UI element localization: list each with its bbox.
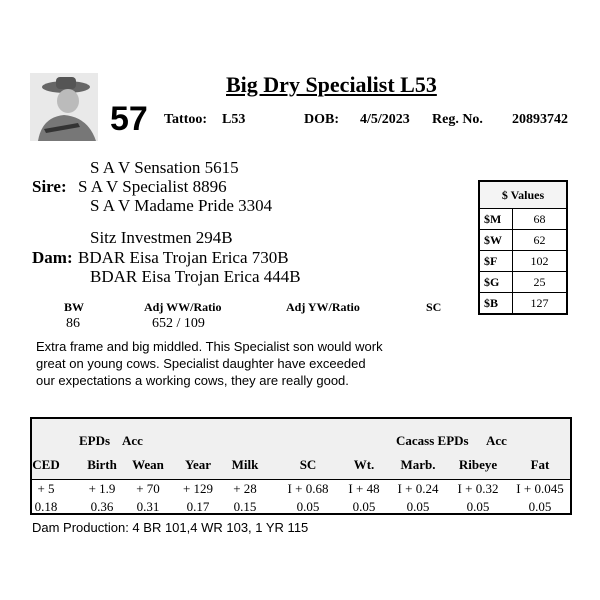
epd-accuracy: 0.17 (186, 499, 210, 514)
epd-accuracy: 0.05 (528, 499, 552, 514)
epd-value: + 28 (233, 481, 257, 496)
epd-table (30, 417, 572, 515)
epd-accuracy: 0.15 (233, 499, 257, 514)
table-row (479, 230, 567, 251)
table-row (479, 272, 567, 293)
epd-column-header: Marb. (400, 457, 436, 472)
value-key: $G (479, 272, 513, 293)
epd-group-label: EPDs (79, 433, 111, 448)
epd-column-header: SC (299, 457, 317, 472)
value-number: 62 (513, 230, 568, 251)
dam-sire: Sitz Investmen 294B (90, 228, 233, 247)
epd-column-header: Birth (87, 457, 117, 472)
epd-column-header: Milk (231, 457, 259, 472)
value-number: 25 (513, 272, 568, 293)
carcass-group-acc: Acc (486, 433, 507, 448)
dob-value: 4/5/2023 (360, 112, 410, 127)
epd-column-header: Wt. (353, 457, 375, 472)
sire-dam: S A V Madame Pride 3304 (90, 196, 273, 215)
table-row (479, 251, 567, 272)
tattoo-value: L53 (222, 112, 246, 127)
epd-value: I + 0.24 (397, 481, 439, 496)
value-key: $W (479, 230, 513, 251)
sire-label: Sire: (32, 177, 67, 196)
remarks: Extra frame and big middled. This Specialist son would work great on young cows. Specialist daughter have exceeded our expectations a working cows, they are really good. (36, 339, 383, 388)
value-number: 127 (513, 293, 568, 315)
epd-value: + 70 (136, 481, 160, 496)
sire-name: S A V Specialist 8896 (78, 177, 227, 196)
epd-value: I + 0.68 (287, 481, 329, 496)
dam-name: BDAR Eisa Trojan Erica 730B (78, 248, 289, 267)
epd-accuracy: 0.36 (90, 499, 114, 514)
epd-column-header: Fat (530, 457, 550, 472)
epd-column-header: Wean (132, 457, 164, 472)
dam-production: Dam Production: 4 BR 101,4 WR 103, 1 YR 115 (32, 520, 309, 535)
value-key: $F (479, 251, 513, 272)
value-number: 102 (513, 251, 568, 272)
epd-accuracy: 0.05 (296, 499, 320, 514)
epd-column-header: Ribeye (458, 457, 498, 472)
epd-value: + 1.9 (88, 481, 116, 496)
dam-label: Dam: (32, 248, 73, 267)
epd-accuracy: 0.05 (466, 499, 490, 514)
epd-accuracy: 0.31 (136, 499, 160, 514)
carcass-group-label: Cacass EPDs (396, 433, 469, 448)
epd-accuracy: 0.05 (406, 499, 430, 514)
value-key: $B (479, 293, 513, 315)
epd-column-header: Year (185, 457, 211, 472)
table-row (479, 293, 567, 315)
cowboy-logo-icon (30, 73, 98, 141)
epd-value: I + 0.32 (457, 481, 499, 496)
epd-value: + 129 (182, 481, 214, 496)
sire-sire: S A V Sensation 5615 (90, 158, 239, 177)
dob-label: DOB: (304, 112, 339, 127)
epd-column-header: CED (32, 457, 60, 472)
epd-value: I + 0.045 (516, 481, 564, 496)
lot-number: 57 (110, 100, 148, 138)
table-row (479, 209, 567, 230)
reg-value: 20893742 (512, 112, 568, 127)
bw-label: BW (64, 300, 85, 314)
epd-accuracy: 0.05 (352, 499, 376, 514)
yw-label: Adj YW/Ratio (286, 300, 360, 314)
dam-dam: BDAR Eisa Trojan Erica 444B (90, 267, 301, 286)
ww-value: 652 / 109 (152, 316, 205, 331)
value-number: 68 (513, 209, 568, 230)
value-key: $M (479, 209, 513, 230)
epd-value: + 5 (37, 481, 55, 496)
sc-label: SC (426, 300, 442, 314)
epd-accuracy: 0.18 (34, 499, 58, 514)
dollar-values-title: $ Values (479, 181, 567, 209)
tattoo-label: Tattoo: (164, 112, 208, 127)
ww-label: Adj WW/Ratio (144, 300, 222, 314)
epd-value: I + 48 (348, 481, 380, 496)
dollar-values-table (478, 180, 568, 315)
page-title: Big Dry Specialist L53 (226, 72, 437, 97)
epd-group-acc: Acc (122, 433, 143, 448)
bw-value: 86 (66, 316, 80, 331)
reg-label: Reg. No. (432, 112, 483, 127)
